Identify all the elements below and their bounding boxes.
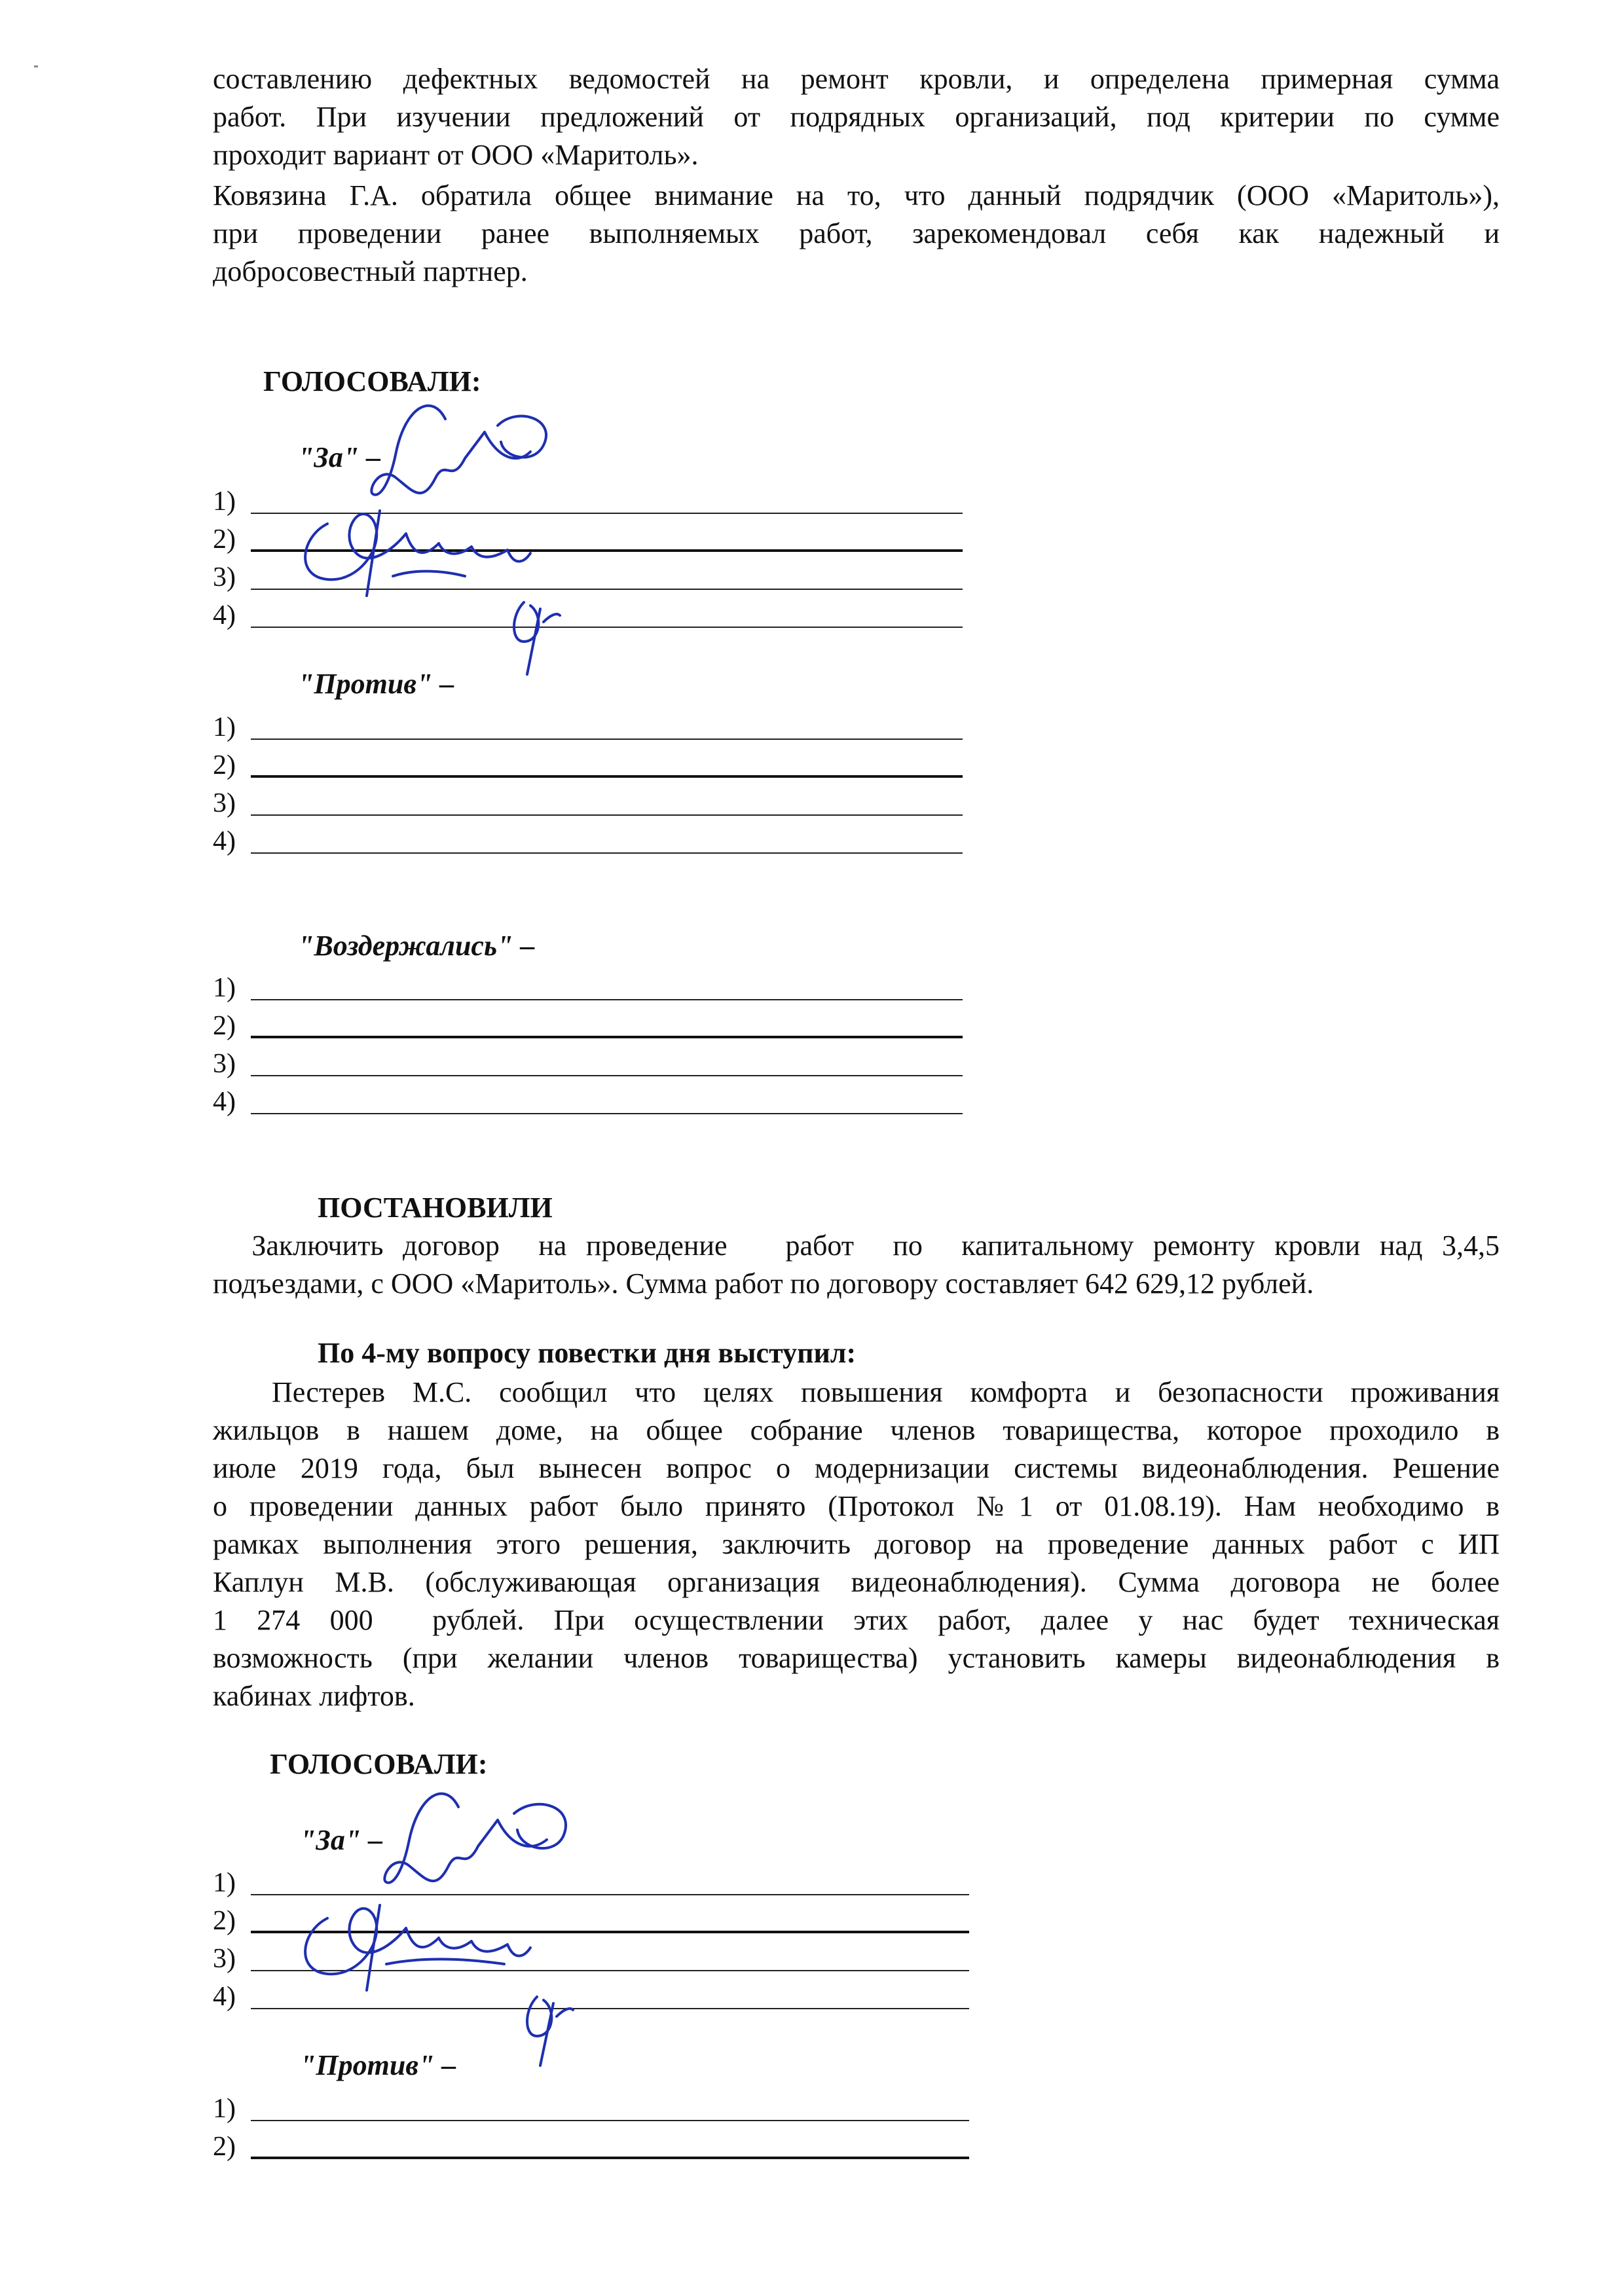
row-number: 1) (213, 1868, 236, 1898)
signature-line (251, 627, 963, 628)
paragraph-line: Ковязина Г.А. обратила общее внимание на то, что данный подрядчик (ООО «Маритоль»), (213, 179, 1500, 211)
signature-line (251, 1931, 969, 1933)
row-number: 1) (213, 486, 236, 517)
voting-heading: ГОЛОСОВАЛИ: (263, 365, 481, 397)
vote-row (213, 1977, 969, 2014)
paragraph-line: добросовестный партнер. (213, 255, 528, 287)
paragraph-line: возможность (при желании членов товарищества) установить камеры видеонаблюдения в (213, 1642, 1500, 1674)
row-number: 2) (213, 1906, 236, 1936)
vote-against-label: "Против" – (300, 2049, 456, 2081)
row-number: 3) (213, 562, 236, 592)
signature-line (251, 738, 963, 740)
scan-speck (34, 65, 38, 67)
row-number: 3) (213, 788, 236, 818)
paragraph-kovyazina (213, 177, 1500, 291)
paragraph-line: проходит вариант от ООО «Маритоль». (213, 139, 699, 171)
row-number: 1) (213, 712, 236, 742)
vote-row (213, 2126, 969, 2164)
row-number: 2) (213, 750, 236, 780)
paragraph-top (213, 60, 1500, 174)
vote-row (213, 821, 963, 859)
signature-line (251, 2008, 969, 2009)
paragraph-line: июле 2019 года, был вынесен вопрос о модернизации системы видеонаблюдения. Решение (213, 1452, 1500, 1484)
resolution-text (213, 1227, 1500, 1303)
vote-for-label: "За" – (298, 441, 381, 473)
row-number: 1) (213, 2094, 236, 2124)
paragraph-line: рамках выполнения этого решения, заключить договор на проведение данных работ с ИП (213, 1528, 1500, 1560)
signature-line (251, 549, 963, 552)
signature-line (251, 999, 963, 1000)
signature-line (251, 852, 963, 854)
paragraph-line: Заключить договор на проведение работ по капитальному ремонту кровли над 3,4,5 (213, 1230, 1500, 1262)
paragraph-line: жильцов в нашем доме, на общее собрание членов товарищества, которое проходило в (213, 1414, 1500, 1446)
signature-line (251, 814, 963, 816)
row-number: 2) (213, 1011, 236, 1041)
paragraph-line: при проведении ранее выполняемых работ, зарекомендовал себя как надежный и (213, 217, 1500, 249)
row-number: 4) (213, 600, 236, 630)
vote-row (213, 707, 963, 745)
row-number: 4) (213, 826, 236, 856)
vote-row (213, 595, 963, 633)
question4-heading: По 4-му вопросу повестки дня выступил: (318, 1337, 857, 1369)
vote-row (213, 745, 963, 783)
signature-line (251, 513, 963, 514)
vote-row (213, 1939, 969, 1977)
vote-row (213, 1006, 963, 1044)
vote-row (213, 783, 963, 821)
paragraph-line: кабинах лифтов. (213, 1680, 415, 1712)
vote-row (213, 481, 963, 519)
signature-line (251, 589, 963, 590)
vote-row (213, 1082, 963, 1120)
vote-row (213, 2088, 969, 2126)
vote-row (213, 557, 963, 595)
signature-line (251, 1075, 963, 1076)
vote-row (213, 1863, 969, 1901)
vote-against-label: "Против" – (298, 668, 454, 700)
signature-line (251, 2120, 969, 2121)
row-number: 4) (213, 1087, 236, 1117)
row-number: 2) (213, 2132, 236, 2162)
signature-line (251, 2157, 969, 2159)
resolution-heading: ПОСТАНОВИЛИ (318, 1192, 553, 1224)
paragraph-line: Пестерев М.С. сообщил что целях повышения комфорта и безопасности проживания (272, 1376, 1500, 1408)
vote-row (213, 968, 963, 1006)
paragraph-line: составлению дефектных ведомостей на ремонт кровли, и определена примерная сумма (213, 63, 1500, 95)
vote-abstain-label: "Воздержались" – (298, 930, 535, 962)
paragraph-line: о проведении данных работ было принято (Протокол №1 от 01.08.19). Нам необходимо в (213, 1490, 1500, 1522)
signature-line (251, 1113, 963, 1114)
voting-heading: ГОЛОСОВАЛИ: (270, 1748, 488, 1780)
vote-row (213, 519, 963, 557)
signature-line (251, 775, 963, 778)
question4-text (213, 1374, 1500, 1715)
paragraph-line: Каплун М.В. (обслуживающая организация видеонаблюдения). Сумма договора не более (213, 1566, 1500, 1598)
signature-line (251, 1894, 969, 1895)
signature-line (251, 1970, 969, 1971)
vote-row (213, 1901, 969, 1939)
row-number: 3) (213, 1049, 236, 1079)
row-number: 2) (213, 524, 236, 555)
paragraph-line: работ. При изучении предложений от подрядных организаций, под критерии по сумме (213, 101, 1500, 133)
row-number: 3) (213, 1944, 236, 1974)
row-number: 4) (213, 1982, 236, 2012)
vote-row (213, 1044, 963, 1082)
signature-line (251, 1036, 963, 1038)
paragraph-line: подъездами, с ООО «Маритоль». Сумма работ по договору составляет 642 629,12 рублей. (213, 1267, 1314, 1300)
paragraph-line: 1 274 000 рублей. При осуществлении этих работ, далее у нас будет техническая (213, 1604, 1500, 1636)
row-number: 1) (213, 973, 236, 1003)
vote-for-label: "За" – (300, 1824, 383, 1856)
